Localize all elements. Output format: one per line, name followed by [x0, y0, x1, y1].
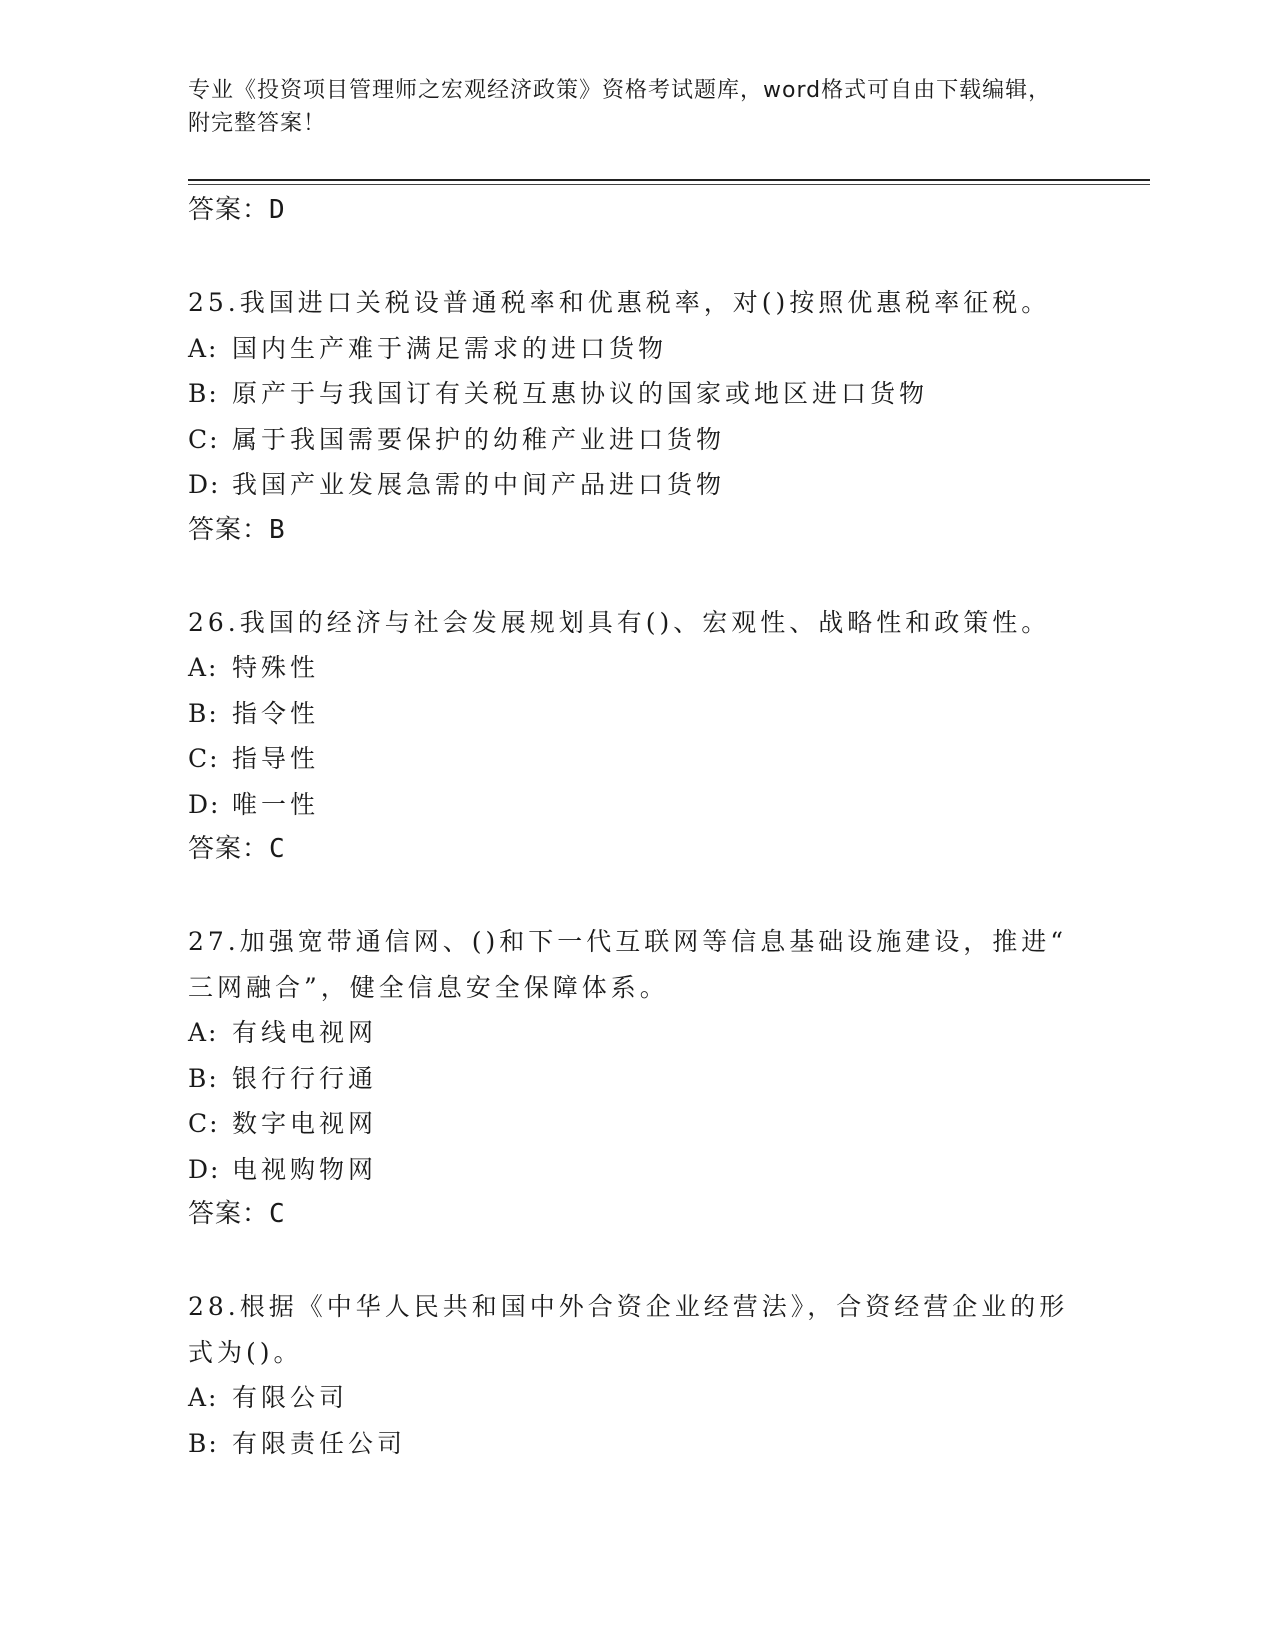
option-text: 指导性 — [232, 744, 320, 773]
option-text: 特殊性 — [232, 653, 320, 682]
question-28 — [188, 1284, 1088, 1466]
spacer — [188, 1237, 1088, 1284]
option-letter: A: — [188, 653, 219, 682]
option-text: 电视购物网 — [232, 1154, 378, 1184]
question-26 — [188, 600, 1088, 873]
answer-value: C — [269, 834, 286, 864]
option-text: 银行行行通 — [232, 1063, 378, 1093]
option-text: 指令性 — [232, 698, 320, 728]
option-a[interactable] — [188, 1010, 1088, 1056]
answer-label: 答案： — [188, 514, 270, 545]
option-letter: A: — [188, 1383, 219, 1412]
option-letter: A: — [188, 1018, 219, 1047]
option-c[interactable] — [188, 1101, 1088, 1147]
answer-label: 答案： — [188, 1199, 270, 1229]
option-text: 唯一性 — [232, 789, 320, 819]
option-letter: B: — [188, 379, 219, 408]
answer-line — [188, 188, 1088, 233]
header-rule-thin — [188, 184, 1150, 185]
option-text: 有线电视网 — [232, 1018, 378, 1047]
option-text: 国内生产难于满足需求的进口货物 — [232, 333, 668, 363]
option-letter: C: — [188, 424, 220, 454]
option-letter: C: — [188, 744, 220, 773]
option-c[interactable] — [188, 417, 1088, 463]
option-b[interactable] — [188, 1056, 1088, 1102]
option-letter: B: — [188, 1063, 219, 1093]
header-rule-thick — [188, 179, 1150, 181]
option-d[interactable] — [188, 1147, 1088, 1193]
document-header: 专业《投资项目管理师之宏观经济政策》资格考试题库，word格式可自由下载编辑，附完整答案！ — [188, 78, 1052, 136]
option-c[interactable] — [188, 736, 1088, 782]
question-text: 27.加强宽带通信网、()和下一代互联网等信息基础设施建设，推进“ — [188, 927, 1068, 956]
question-27 — [188, 919, 1088, 1237]
option-b[interactable] — [188, 1421, 1088, 1467]
option-letter: D: — [188, 789, 221, 819]
option-text: 我国产业发展急需的中间产品进口货物 — [232, 470, 726, 499]
question-text: 25.我国进口关税设普通税率和优惠税率，对()按照优惠税率征税。 — [188, 288, 1051, 317]
option-letter: B: — [188, 698, 219, 728]
question-text-continued: 三网融合”，健全信息安全保障体系。 — [188, 972, 669, 1002]
answer-value: B — [269, 514, 286, 545]
option-b[interactable] — [188, 371, 1088, 417]
question-text: 28.根据《中华人民共和国中外合资企业经营法》，合资经营企业的形 — [188, 1292, 1069, 1321]
question-text-continued: 式为()。 — [188, 1337, 303, 1367]
option-text: 属于我国需要保护的幼稚产业进口货物 — [232, 424, 726, 454]
spacer — [188, 233, 1088, 280]
answer-line — [188, 1192, 1088, 1237]
option-letter: A: — [188, 333, 219, 363]
spacer — [188, 553, 1088, 600]
option-letter: D: — [188, 470, 221, 499]
question-25 — [188, 280, 1088, 553]
option-d[interactable] — [188, 782, 1088, 828]
option-text: 原产于与我国订有关税互惠协议的国家或地区进口货物 — [232, 379, 929, 408]
option-letter: B: — [188, 1428, 219, 1458]
option-letter: D: — [188, 1154, 221, 1184]
answer-value: D — [269, 195, 286, 225]
question-text: 26.我国的经济与社会发展规划具有()、宏观性、战略性和政策性。 — [188, 607, 1051, 637]
option-a[interactable] — [188, 326, 1088, 372]
option-a[interactable] — [188, 1375, 1088, 1421]
answer-value: C — [269, 1199, 286, 1229]
answer-label: 答案： — [188, 834, 270, 864]
option-letter: C: — [188, 1109, 220, 1138]
question-list — [188, 188, 1088, 1466]
answer-line — [188, 827, 1088, 872]
option-text: 有限责任公司 — [232, 1428, 407, 1458]
answer-line — [188, 508, 1088, 553]
option-text: 数字电视网 — [232, 1109, 378, 1138]
answer-label: 答案： — [188, 195, 270, 225]
option-b[interactable] — [188, 691, 1088, 737]
option-d[interactable] — [188, 462, 1088, 508]
option-a[interactable] — [188, 645, 1088, 691]
spacer — [188, 872, 1088, 919]
option-text: 有限公司 — [232, 1383, 349, 1412]
